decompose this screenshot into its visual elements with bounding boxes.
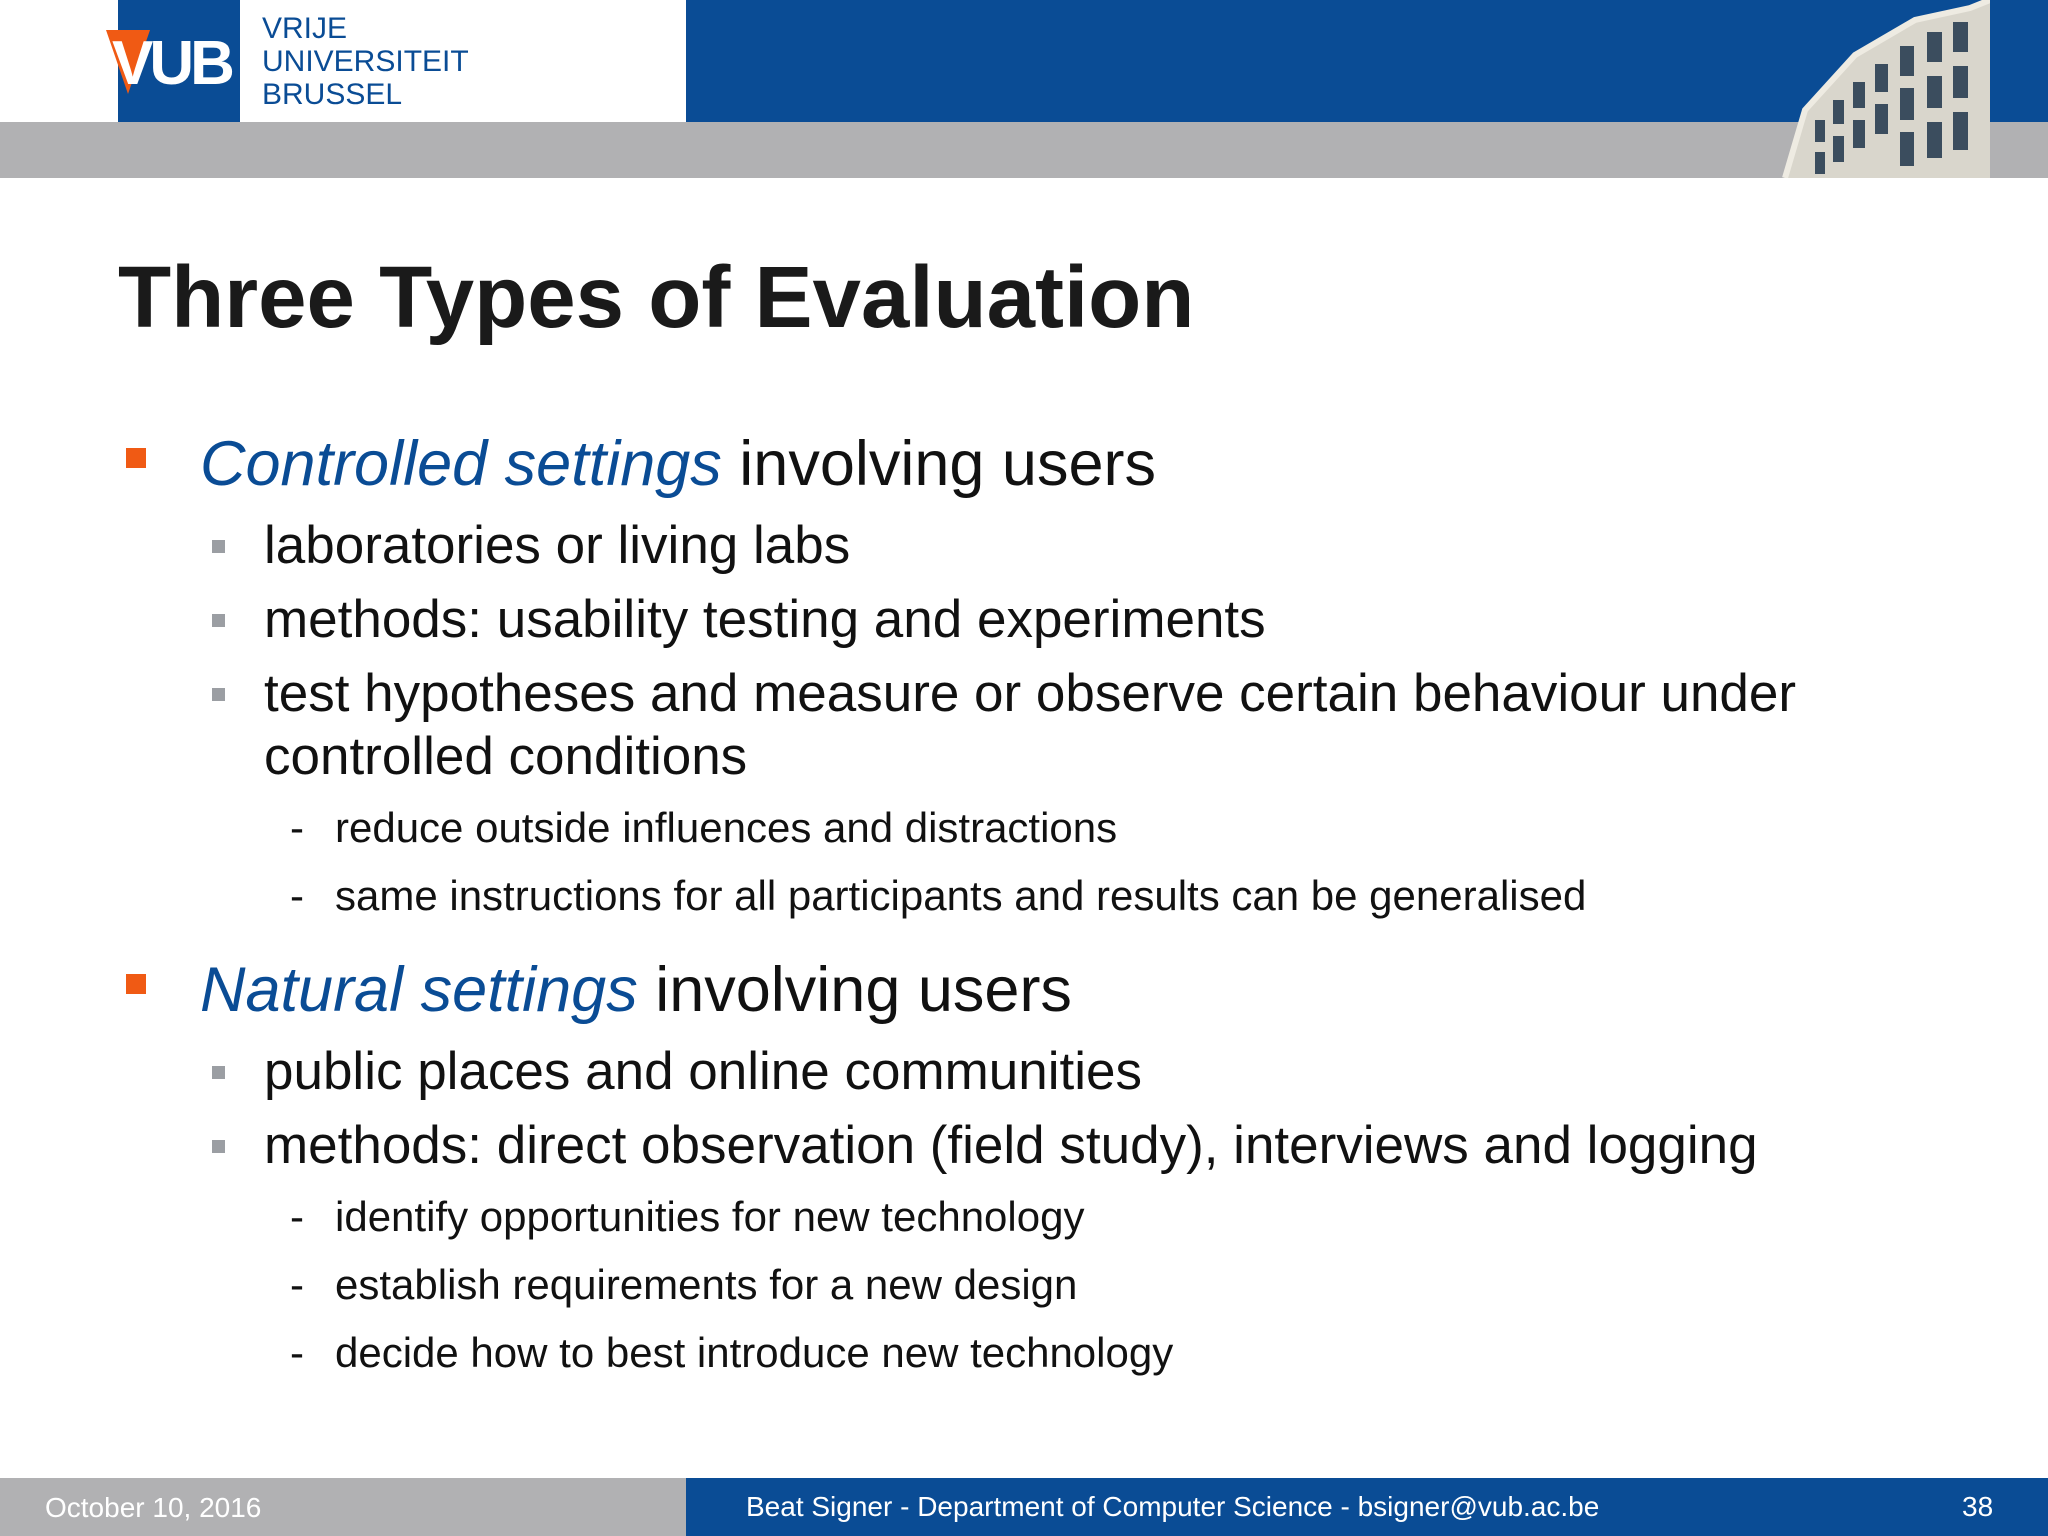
list-item: methods: usability testing and experiments xyxy=(264,590,1266,649)
sub-bullet-icon xyxy=(212,540,225,553)
sub-list-item: decide how to best introduce new technology xyxy=(335,1329,1174,1376)
section-heading-rest: involving users xyxy=(721,429,1156,499)
university-name-line: BRUSSEL xyxy=(262,78,403,111)
header-grey-strip xyxy=(0,122,2048,178)
slide-title: Three Types of Evaluation xyxy=(118,249,1195,346)
section-heading-emphasis: Controlled settings xyxy=(200,429,722,499)
sub-bullet-icon xyxy=(212,1140,225,1153)
list-item: test hypotheses and measure or observe certain behaviour under xyxy=(264,664,1797,723)
dash-bullet-icon: - xyxy=(290,872,304,919)
vub-logo: VUB xyxy=(112,29,231,98)
list-item: laboratories or living labs xyxy=(264,516,851,575)
sub-bullet-icon xyxy=(212,688,225,701)
sub-bullet-icon xyxy=(212,1066,225,1079)
bullet-square-icon xyxy=(126,448,146,468)
university-name xyxy=(262,12,469,111)
sub-list-item: establish requirements for a new design xyxy=(335,1261,1078,1308)
sub-list-item: identify opportunities for new technology xyxy=(335,1193,1085,1240)
sub-list-item: same instructions for all participants and results can be generalised xyxy=(335,872,1587,919)
university-name-line: VRIJE xyxy=(262,12,348,45)
list-item-continuation: controlled conditions xyxy=(264,727,748,786)
section-heading xyxy=(200,428,1156,500)
dash-bullet-icon: - xyxy=(290,1261,304,1308)
sub-bullet-icon xyxy=(212,614,225,627)
building-photo xyxy=(1745,0,1990,178)
section-heading-emphasis: Natural settings xyxy=(200,955,638,1025)
university-name-line: UNIVERSITEIT xyxy=(262,45,469,78)
dash-bullet-icon: - xyxy=(290,1193,304,1240)
list-item: methods: direct observation (field study), interviews and logging xyxy=(264,1116,1758,1175)
footer-date: October 10, 2016 xyxy=(45,1492,262,1523)
section-heading xyxy=(200,954,1072,1026)
page-number: 38 xyxy=(1962,1491,1994,1522)
list-item: public places and online communities xyxy=(264,1042,1142,1101)
sub-list-item: reduce outside influences and distractions xyxy=(335,804,1118,851)
dash-bullet-icon: - xyxy=(290,1329,304,1376)
bullet-square-icon xyxy=(126,974,146,994)
footer-author: Beat Signer - Department of Computer Science - bsigner@vub.ac.be xyxy=(746,1491,1600,1522)
dash-bullet-icon: - xyxy=(290,804,304,851)
section-heading-rest: involving users xyxy=(637,955,1072,1025)
